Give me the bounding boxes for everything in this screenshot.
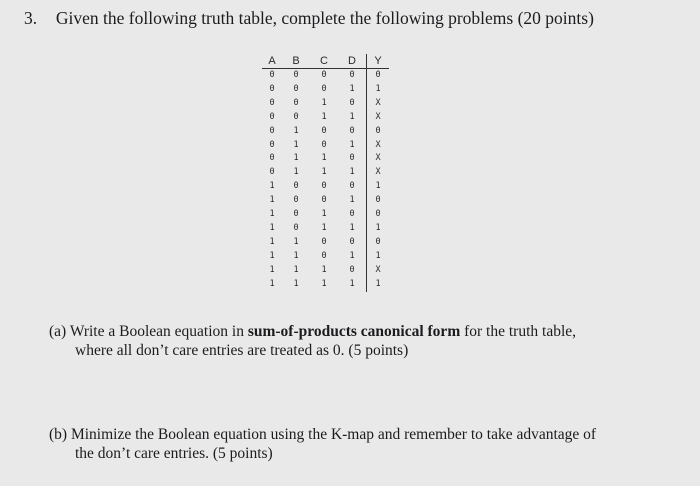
table-row [262,125,389,139]
part-b-line2: the don’t care entries. (5 points) [75,445,273,462]
cell-b: 0 [293,195,299,206]
cell-a: 1 [269,278,275,289]
cell-y: X [367,152,390,166]
cell-d: 0 [349,209,355,220]
cell-a: 1 [269,181,275,192]
cell-d: 1 [349,83,355,94]
cell-y: 1 [367,180,390,194]
part-b [49,425,596,463]
table-row [262,166,389,180]
table-row [262,97,389,111]
part-a-text-pre: Write a Boolean equation in [69,323,244,340]
cell-b: 1 [293,153,299,164]
cell-y: 0 [367,194,390,208]
cell-b: 0 [293,97,299,108]
cell-c: 0 [321,250,327,261]
part-a-line2: where all don’t care entries are treated as 0. (5 points) [75,342,409,359]
table-row [262,278,389,292]
cell-b: 0 [293,222,299,233]
cell-y: X [367,111,390,125]
cell-a: 1 [269,250,275,261]
cell-d: 0 [349,97,355,108]
question-header [24,8,594,29]
table-row [262,111,389,125]
cell-a: 0 [269,167,275,178]
cell-b: 1 [293,125,299,136]
cell-d: 0 [349,236,355,247]
cell-a: 0 [269,83,275,94]
part-a [49,322,576,360]
cell-a: 1 [269,236,275,247]
cell-y: X [367,139,390,153]
cell-y: 1 [367,278,390,292]
cell-y: 0 [367,125,390,139]
table-row [262,250,389,264]
cell-d: 1 [349,139,355,150]
part-a-label: (a) [49,323,67,340]
header-d: D [338,54,367,69]
cell-c: 0 [321,83,327,94]
cell-c: 1 [321,209,327,220]
cell-y: 0 [367,236,390,250]
table-row [262,69,389,83]
cell-a: 1 [269,222,275,233]
part-a-text-post: for the truth table, [464,323,577,340]
cell-y: 1 [367,250,390,264]
table-row [262,152,389,166]
question-text: Given the following truth table, complete the following problems (20 points) [55,8,594,28]
table-row [262,180,389,194]
header-c: C [310,54,338,69]
cell-c: 1 [321,167,327,178]
part-b-label: (b) [49,426,68,443]
cell-c: 0 [321,139,327,150]
cell-c: 0 [321,125,327,136]
cell-a: 0 [269,70,275,80]
cell-a: 0 [269,139,275,150]
cell-c: 1 [321,111,327,122]
cell-b: 0 [293,70,299,80]
table-row [262,208,389,222]
cell-b: 1 [293,167,299,178]
cell-a: 0 [269,111,275,122]
cell-d: 1 [349,250,355,261]
cell-c: 1 [321,97,327,108]
cell-d: 0 [349,70,355,80]
cell-a: 0 [269,125,275,136]
table-row [262,83,389,97]
cell-a: 1 [269,209,275,220]
table-row [262,222,389,236]
table-row [262,139,389,153]
cell-d: 0 [349,264,355,275]
cell-d: 1 [349,278,355,289]
cell-y: 1 [367,83,390,97]
truth-table [262,54,389,292]
cell-b: 1 [293,264,299,275]
cell-b: 1 [293,278,299,289]
cell-y: X [367,166,390,180]
cell-a: 0 [269,97,275,108]
cell-d: 0 [349,181,355,192]
cell-d: 1 [349,167,355,178]
table-row [262,194,389,208]
truth-table-header-row [262,54,389,69]
cell-b: 0 [293,209,299,220]
cell-d: 0 [349,153,355,164]
cell-y: 0 [367,69,390,83]
table-row [262,236,389,250]
cell-b: 0 [293,111,299,122]
cell-c: 1 [321,264,327,275]
cell-d: 1 [349,195,355,206]
cell-a: 1 [269,195,275,206]
cell-d: 1 [349,222,355,233]
cell-c: 1 [321,222,327,233]
truth-table-body [262,69,389,292]
cell-c: 1 [321,153,327,164]
cell-b: 0 [293,181,299,192]
cell-b: 1 [293,139,299,150]
cell-c: 0 [321,70,327,80]
cell-d: 1 [349,111,355,122]
cell-c: 1 [321,278,327,289]
cell-y: X [367,264,390,278]
cell-c: 0 [321,236,327,247]
part-a-emphasis: sum-of-products canonical form [247,323,461,340]
cell-b: 1 [293,250,299,261]
header-y: Y [367,54,390,69]
cell-y: X [367,97,390,111]
cell-d: 0 [349,125,355,136]
header-a: A [262,54,282,69]
table-row [262,264,389,278]
cell-b: 0 [293,83,299,94]
cell-c: 0 [321,195,327,206]
question-number: 3. [24,8,38,28]
part-b-line1: Minimize the Boolean equation using the K-map and remember to take advantage of [70,426,597,443]
cell-y: 0 [367,208,390,222]
cell-b: 1 [293,236,299,247]
cell-c: 0 [321,181,327,192]
cell-y: 1 [367,222,390,236]
header-b: B [282,54,310,69]
cell-a: 1 [269,264,275,275]
cell-a: 0 [269,153,275,164]
